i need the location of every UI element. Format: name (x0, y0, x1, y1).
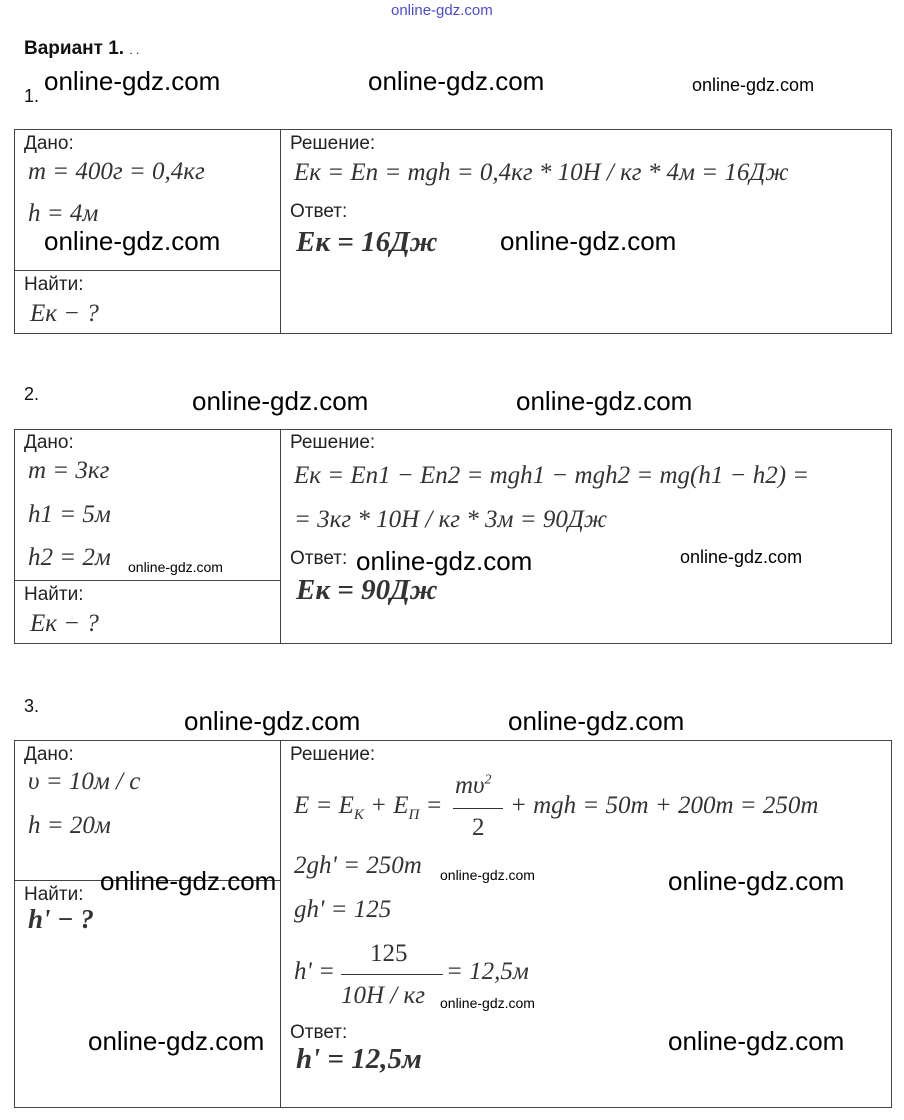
given-line: m = 3кг (28, 457, 110, 484)
watermark: online-gdz.com (668, 1026, 845, 1056)
watermark: online-gdz.com (508, 706, 685, 736)
solution-line-4: h' = (294, 958, 335, 985)
watermark: online-gdz.com (88, 1026, 265, 1056)
divider (280, 429, 281, 644)
solution-line: Eк = Eп = mgh = 0,4кг * 10Н / кг * 4м = 16Дж (294, 159, 789, 186)
watermark: online-gdz.com (500, 226, 677, 256)
given-label: Дано: (24, 133, 74, 154)
watermark: online-gdz.com (44, 66, 221, 96)
problem-1-number: 1. (24, 86, 40, 106)
answer-label: Ответ: (290, 1022, 348, 1043)
solution-line: Eк = Eп1 − Eп2 = mgh1 − mgh2 = mg(h1 − h2) = (294, 462, 810, 489)
find-label: Найти: (24, 584, 84, 605)
watermark: online-gdz.com (440, 995, 535, 1011)
answer-value: Eк = 16Дж (296, 226, 438, 258)
watermark: online-gdz.com (692, 75, 815, 95)
solution-label: Решение: (290, 744, 376, 765)
watermark: online-gdz.com (192, 386, 369, 416)
watermark: online-gdz.com (368, 66, 545, 96)
given-line: h = 20м (28, 812, 111, 839)
answer-label: Ответ: (290, 548, 348, 569)
watermark: online-gdz.com (668, 866, 845, 896)
solution-line: 2gh' = 250m (294, 852, 422, 879)
watermark: online-gdz.com (128, 559, 223, 575)
fraction-denominator: 10Н / кг (341, 982, 425, 1009)
divider (14, 580, 280, 581)
solution-line: gh' = 125 (294, 896, 392, 923)
solution-label: Решение: (290, 133, 376, 154)
given-line: h1 = 5м (28, 501, 111, 528)
problem-2-number: 2. (24, 384, 40, 404)
watermark-top: online-gdz.com (391, 2, 493, 19)
watermark: online-gdz.com (680, 547, 803, 567)
watermark: online-gdz.com (184, 706, 361, 736)
variant-title (24, 38, 139, 60)
variant-dots: . . (129, 43, 140, 57)
find-label: Найти: (24, 274, 84, 295)
solution-line-1: $E = E_К + E_П$ = (294, 792, 443, 823)
watermark: online-gdz.com (356, 546, 533, 576)
fraction-bar (341, 974, 443, 975)
given-label: Дано: (24, 432, 74, 453)
fraction-bar (453, 808, 503, 809)
answer-value: Eк = 90Дж (296, 574, 438, 606)
solution-line: = 3кг * 10Н / кг * 3м = 90Дж (294, 506, 608, 533)
find-value: h' − ? (28, 904, 94, 934)
fraction-numerator: $m\upsilon^2$ (455, 772, 492, 799)
fraction-numerator: 125 (370, 940, 408, 967)
watermark: online-gdz.com (440, 867, 535, 883)
answer-value: h' = 12,5м (296, 1043, 422, 1075)
problem-3-number: 3. (24, 696, 40, 716)
solution-line-4-tail: = 12,5м (446, 958, 529, 985)
given-label: Дано: (24, 744, 74, 765)
watermark: online-gdz.com (516, 386, 693, 416)
divider (14, 270, 280, 271)
divider (280, 129, 281, 334)
find-label: Найти: (24, 884, 84, 905)
find-value: Eк − ? (30, 300, 99, 327)
fraction-denominator: 2 (472, 814, 485, 841)
find-value: Eк − ? (30, 610, 99, 637)
given-line: υ = 10м / с (28, 768, 141, 795)
watermark: online-gdz.com (100, 866, 277, 896)
solution-label: Решение: (290, 432, 376, 453)
given-line: m = 400г = 0,4кг (28, 158, 205, 185)
watermark: online-gdz.com (44, 226, 221, 256)
given-line: h2 = 2м (28, 544, 111, 571)
answer-label: Ответ: (290, 201, 348, 222)
divider (280, 740, 281, 1108)
variant-title-text: Вариант 1. (24, 38, 125, 59)
solution-line-1-tail: + mgh = 50m + 200m = 250m (510, 792, 819, 819)
given-line: h = 4м (28, 200, 99, 227)
